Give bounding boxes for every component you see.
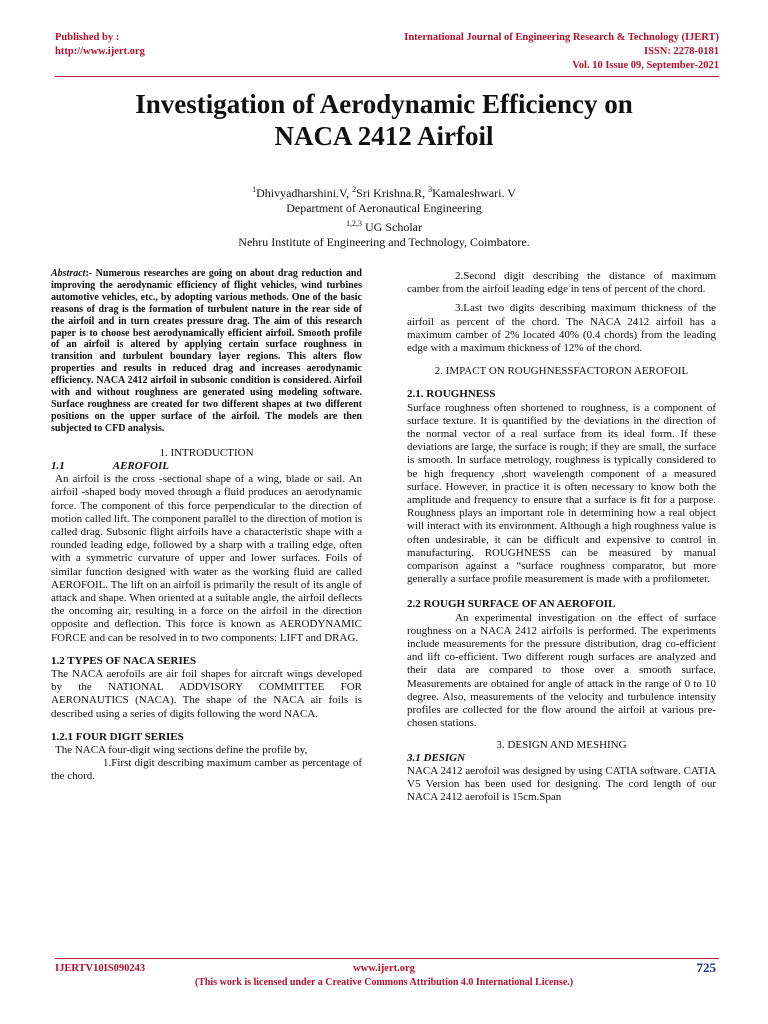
author-1: Dhivyadharshini.V, xyxy=(256,186,353,200)
subsection-heading-aerofoil xyxy=(51,460,362,473)
title-line-2: NACA 2412 Airfoil xyxy=(274,121,494,151)
paragraph-aerofoil: An airfoil is the cross -sectional shape of a wing, blade or sail. An airfoil -shaped body moved through a fluid produces an aerodynamic force. The component of this force perpendicular to the direction of motion called lift. The component parallel to the direction of motion is called drag. Subsonic flight airfoils have a characteristic shape with a rounded leading edge, followed by a sharp with a trailing edge, often with a symmetric curvature of upper and lower surfaces. Foils of similar function designed with water as the working fluid are called AEROFOIL. The lift on an airfoil is primarily the result of its angle of attack and shape. When oriented at a suitable angle, the airfoil deflects the oncoming air, resulting in a force on the airfoil in the direction opposite and deflection. This force is known as AERODYNAMIC FORCE and can be resolved in to two components: LIFT and DRAG. xyxy=(51,473,362,644)
paragraph-four-digit: The NACA four-digit wing sections define the profile by, xyxy=(55,743,308,756)
paragraph-second-digit: 2.Second digit describing the distance of maximum camber from the airfoil leading edge in tens of percent of the chord. xyxy=(407,270,716,296)
aerofoil-number: 1.1 xyxy=(51,459,65,472)
author-2-sup: 2 xyxy=(352,185,357,194)
paper-id: IJERTV10IS090243 xyxy=(55,963,146,974)
published-by-label: Published by : xyxy=(55,32,120,43)
institute: Nehru Institute of Engineering and Technology, Coimbatore. xyxy=(238,235,530,249)
volume-issue: Vol. 10 Issue 09, September-2021 xyxy=(572,60,719,71)
journal-info-block xyxy=(404,31,719,73)
paragraph-last-two-digits: 3.Last two digits describing maximum thickness of the airfoil as percent of the chord. The NACA 2412 airfoil has a maximum camber of 2% located 40% (0.4 chords) from the leading edge with a maximum thickness of 12% of the chord. xyxy=(407,302,716,355)
journal-url-link[interactable]: http://www.ijert.org xyxy=(55,46,145,57)
publisher-block xyxy=(55,31,145,59)
section-heading-design: 3. DESIGN AND MESHING xyxy=(496,738,627,751)
paper-title xyxy=(40,88,728,152)
scholar-sup: 1,2,3 xyxy=(346,219,362,228)
issn: ISSN: 2278-0181 xyxy=(644,46,719,57)
roughness-text-tail: comparison against a “surface roughness comparator, but more generally a surface profile measurement is made with a profilometer. xyxy=(407,560,716,586)
roughness-text-main: Surface roughness often shortened to roughness, is a component of surface texture. It is quantified by the deviations in the direction of the normal vector of a real surface from its ideal form. If these deviations are large, the surface is rough; if they are small, the surface is smooth. In surface metrology, roughness is typically considered to be high frequency ,short wavelength component of a measured surface. However, in practice it is often necessary to know both the amplitude and frequency to ensure that a surface is fit for a purpose. Roughness plays an important role in determining how a real object will interact with its environment. Although a high roughness value is often undesirable, it can be difficult and expensive to control in manufacturing. ROUGHNESS can be measured by manual xyxy=(407,401,716,559)
section-heading-impact: 2. IMPACT ON ROUGHNESSFACTORON AEROFOIL xyxy=(434,365,689,378)
license-notice: (This work is licensed under a Creative Commons Attribution 4.0 International License.) xyxy=(194,977,574,988)
scholar-label: UG Scholar xyxy=(362,220,422,234)
abstract-label: Abstract xyxy=(51,268,86,279)
aerofoil-title: AEROFOIL xyxy=(112,459,169,472)
abstract-text: :- Numerous researches are going on about drag reduction and improving the aerodynamic efficiency of flight vehicles, wind turbines automotive vehicles, etc., by adopting various methods. One of the basic reasons of drag is the formation of turbulent nature in the rear side of the airfoil and in turn creates pressure drag. The aim of this research paper is to choose best aerodynamically efficient airfoil. Smooth profile of an airfoil is altered by applying certain surface roughness in transition and turbulent boundary layer regions. This alters flow properties and results in reduced drag and increases aerodynamic efficiency. NACA 2412 airfoil in subsonic condition is considered. Airfoil with and without roughness are generated using modeling software. Surface roughness are created for two different shapes at two different positions on the upper surface of the airfoil. The models are then subjected to CFD analysis. xyxy=(51,268,362,434)
subsection-heading-rough-surface: 2.2 ROUGH SURFACE OF AN AEROFOIL xyxy=(407,598,616,611)
page-number: 725 xyxy=(696,960,716,975)
subsection-heading-naca-types: 1.2 TYPES OF NACA SERIES xyxy=(51,654,197,667)
author-names xyxy=(60,182,708,201)
paragraph-design: NACA 2412 aerofoil was designed by using CATIA software. CATIA V5 Version has been used for designing. The cord length of our NACA 2412 aerofoil is 15cm.Span xyxy=(407,764,716,804)
author-1-sup: 1 xyxy=(252,185,257,194)
section-heading-introduction: 1. INTRODUCTION xyxy=(159,446,254,459)
title-line-1: Investigation of Aerodynamic Efficiency on xyxy=(135,89,633,119)
paragraph-roughness xyxy=(407,402,716,587)
scholar-line xyxy=(60,216,708,235)
footer-divider xyxy=(55,958,719,959)
subsection-heading-four-digit: 1.2.1 FOUR DIGIT SERIES xyxy=(51,730,184,743)
journal-name: International Journal of Engineering Research & Technology (IJERT) xyxy=(404,32,719,43)
author-block xyxy=(60,182,708,250)
header-divider xyxy=(55,76,719,77)
right-column xyxy=(407,270,716,805)
paragraph-naca-types: The NACA aerofoils are air foil shapes for aircraft wings developed by the NATIONAL ADDVISORY COMMITTEE FOR AERONAUTICS (NACA). The shape of the NACA air foils is described using a series of digits following the word NACA. xyxy=(51,667,362,720)
left-column xyxy=(51,268,362,784)
paragraph-first-digit: 1.First digit describing maximum camber as percentage of the chord. xyxy=(51,757,362,783)
abstract xyxy=(51,268,362,435)
footer-website-link[interactable]: www.ijert.org xyxy=(353,963,415,974)
department: Department of Aeronautical Engineering xyxy=(286,201,482,215)
author-2: Sri Krishna.R, xyxy=(356,186,429,200)
subsection-heading-design: 3.1 DESIGN xyxy=(407,751,466,764)
subsection-heading-roughness: 2.1. ROUGHNESS xyxy=(407,388,496,401)
author-3: Kamaleshwari. V xyxy=(432,186,516,200)
author-3-sup: 3 xyxy=(428,185,433,194)
paragraph-rough-surface: An experimental investigation on the effect of surface roughness on a NACA 2412 airfoils is performed. The experiments include measurements for the pressure distribution, drag co-efficient and lift co-efficient. Two different rough surfaces are analyzed and their data are compared to those over a smooth surface. Measurements are obtained for angle of attack in the range of 0 to 10 degree. Also, measurements of the velocity and turbulence intensity profiles are collected for the flow around the airfoil at various pre- chosen stations. xyxy=(407,611,716,730)
